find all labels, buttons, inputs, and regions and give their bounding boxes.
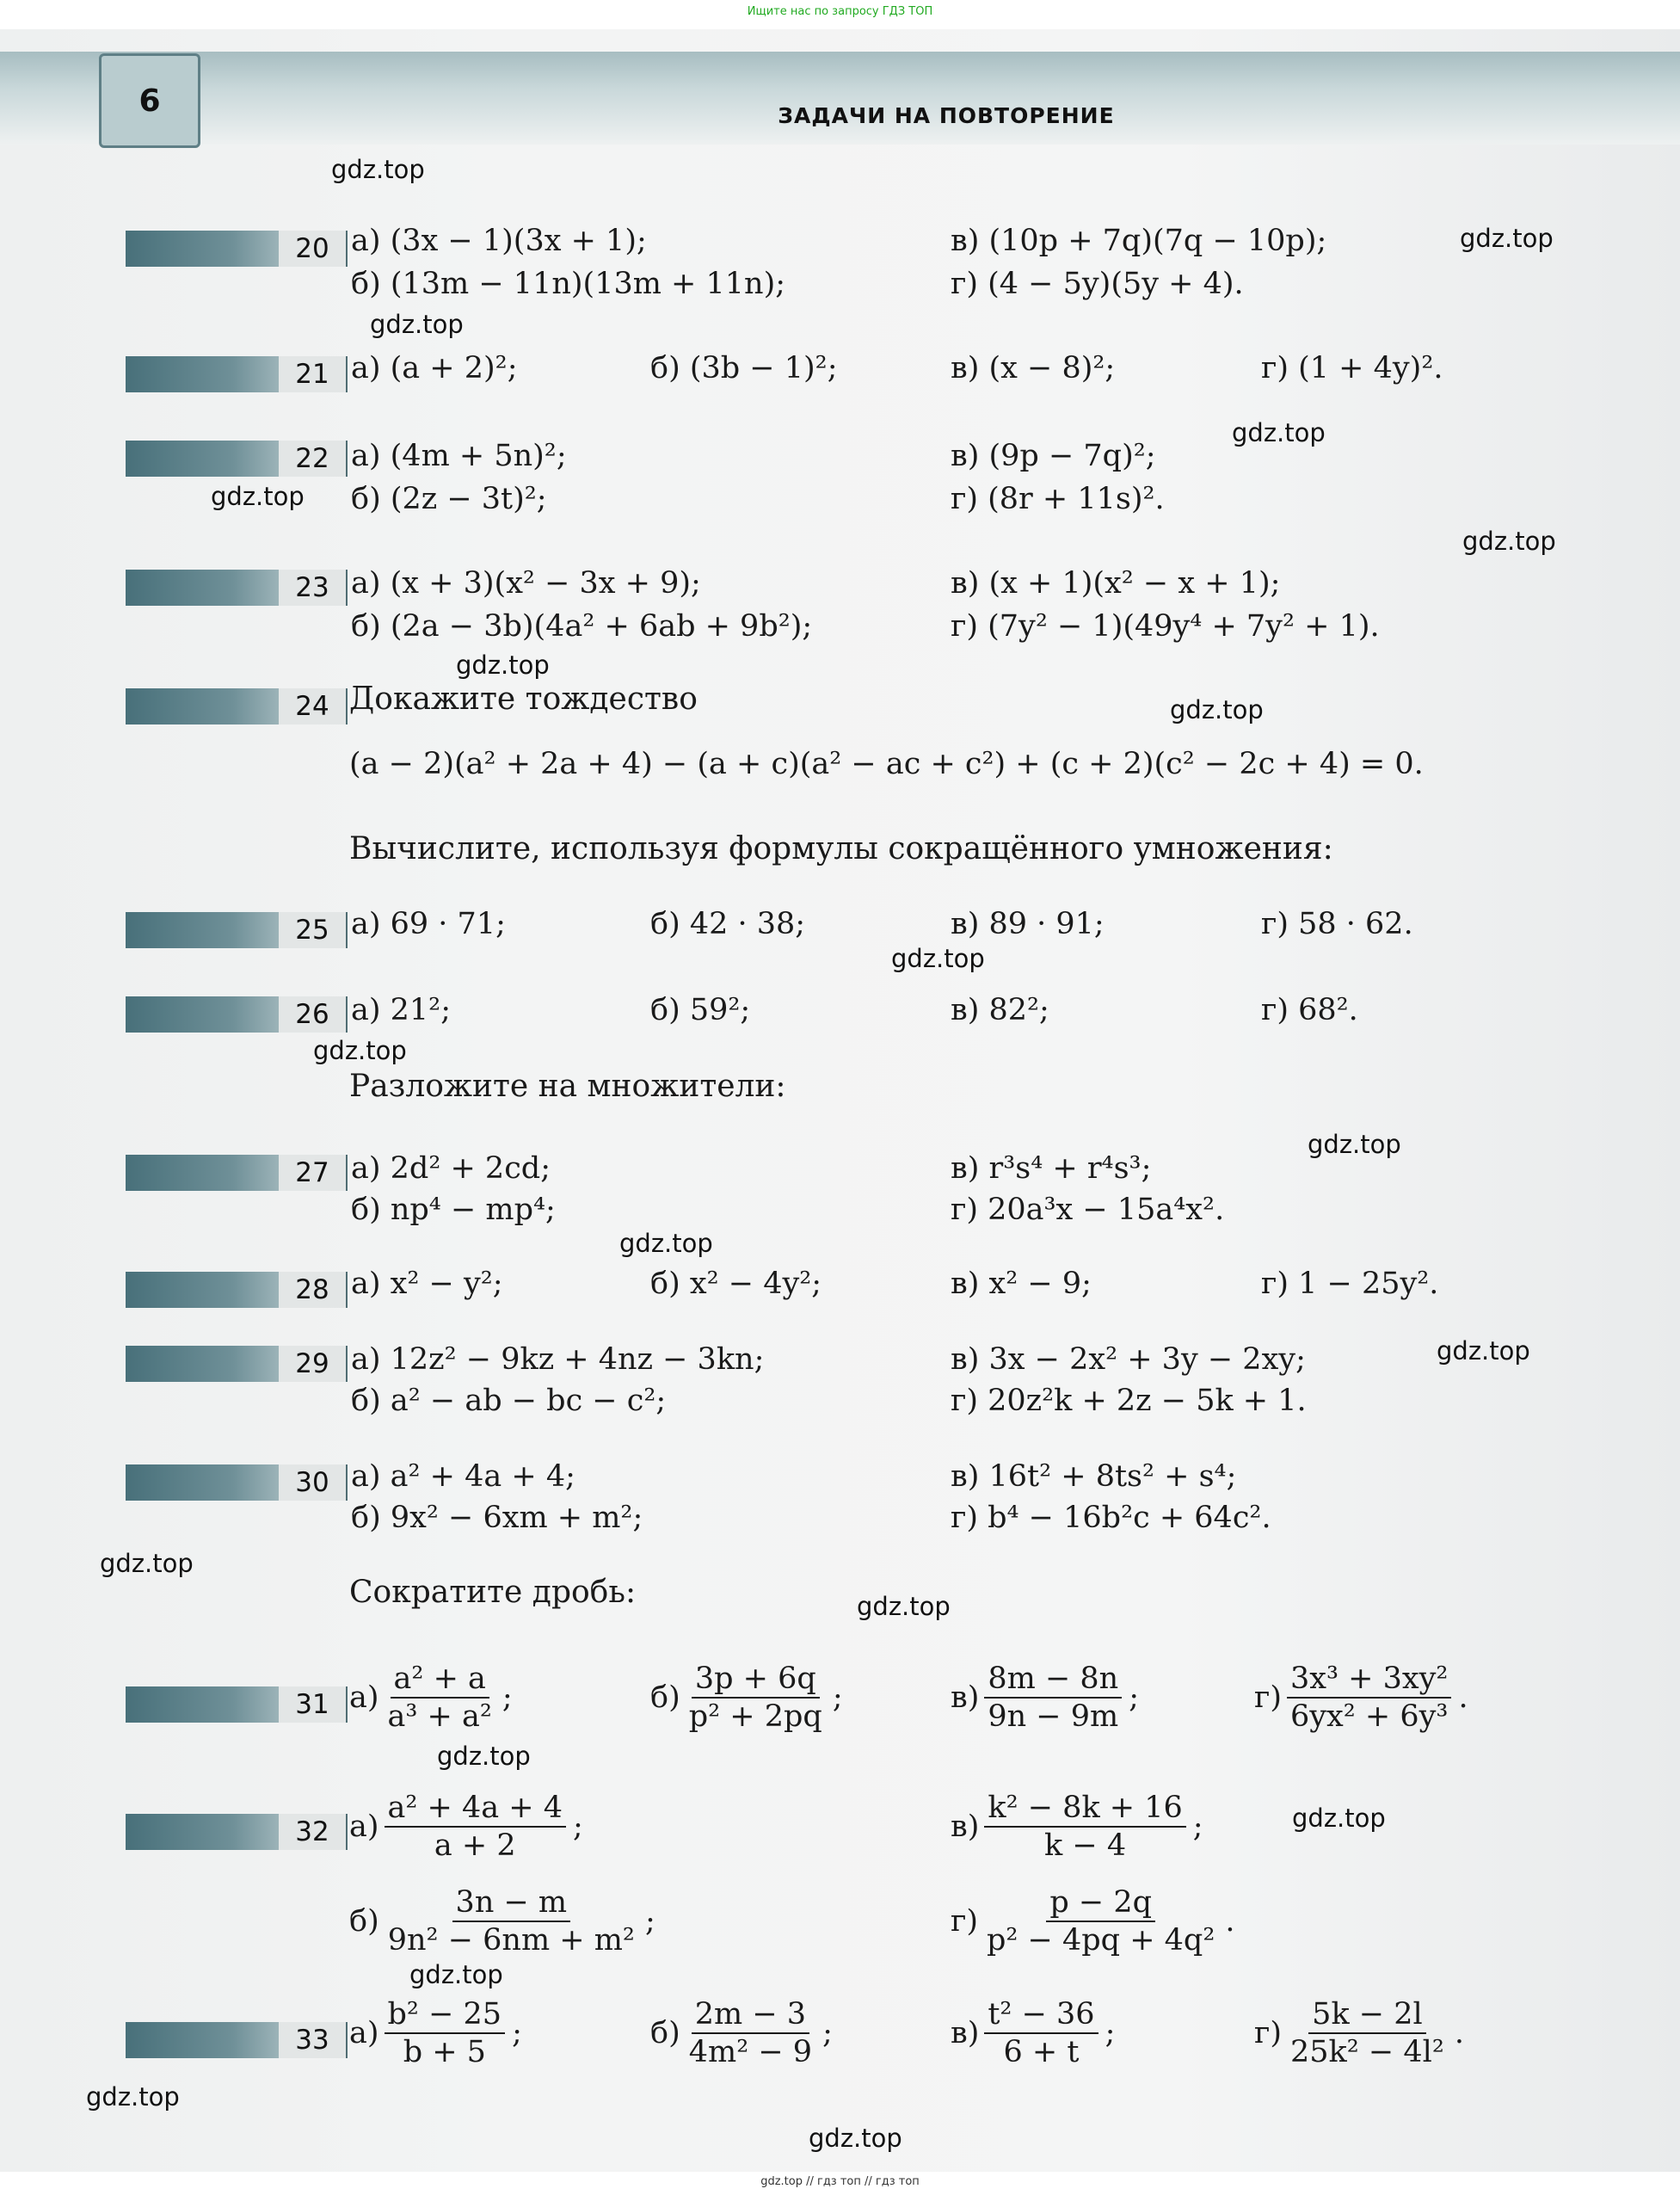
problem-21-v: в) (x − 8)²; [951, 351, 1116, 385]
fraction [984, 1661, 1122, 1735]
denominator: 25k² − 4l² [1290, 2035, 1444, 2069]
problem-23-b: б) (2a − 3b)(4a² + 6ab + 9b²); [351, 609, 813, 644]
problem-number-31: 31 [279, 1686, 348, 1723]
watermark: gdz.top [100, 1549, 194, 1578]
problem-26-v: в) 82²; [951, 993, 1049, 1027]
problem-bar [126, 1464, 279, 1501]
problem-26-g: г) 68². [1261, 993, 1358, 1027]
instruction-simplify: Сократите дробь: [349, 1575, 637, 1610]
fraction [385, 1661, 495, 1735]
problem-number-26: 26 [279, 996, 348, 1033]
page-number: 6 [99, 53, 200, 148]
denominator: 6 + t [1003, 2035, 1080, 2069]
watermark: gdz.top [1170, 695, 1264, 724]
watermark: gdz.top [437, 1742, 531, 1771]
watermark: gdz.top [370, 310, 464, 339]
problem-29-v: в) 3x − 2x² + 3y − 2xy; [951, 1342, 1306, 1377]
problem-30-v: в) 16t² + 8ts² + s⁴; [951, 1459, 1237, 1494]
watermark: gdz.top [409, 1960, 503, 1989]
problem-bar [126, 1814, 279, 1850]
problem-bar [126, 1346, 279, 1382]
problem-32-v [951, 1790, 1203, 1864]
fraction [984, 1790, 1185, 1864]
instruction-prove-identity: Докажите тождество [349, 681, 698, 717]
problem-25-v: в) 89 · 91; [951, 907, 1105, 941]
denominator: 9n² − 6nm + m² [387, 1923, 635, 1958]
problem-33-a [349, 1996, 522, 2070]
numerator: b² − 25 [385, 1996, 506, 2034]
problem-number-20: 20 [279, 231, 348, 267]
numerator: 3p + 6q [692, 1661, 820, 1699]
item-label: в) [951, 1680, 980, 1715]
punct: . [1454, 2016, 1464, 2050]
problem-22-g: г) (8r + 11s)². [951, 482, 1165, 516]
item-label: б) [650, 1680, 680, 1715]
problem-24-identity: (a − 2)(a² + 2a + 4) − (a + c)(a² − ac + c²) + (c + 2)(c² − 2c + 4) = 0. [349, 747, 1424, 781]
watermark: gdz.top [1462, 527, 1556, 556]
problem-27-a: а) 2d² + 2cd; [351, 1151, 551, 1186]
watermark: gdz.top [1460, 224, 1554, 253]
problem-22-b: б) (2z − 3t)²; [351, 482, 547, 516]
problem-bar [126, 912, 279, 948]
denominator: p² + 2pq [688, 1699, 822, 1734]
watermark: gdz.top [1292, 1803, 1386, 1833]
watermark: gdz.top [857, 1592, 951, 1621]
problem-32-a [349, 1790, 583, 1864]
problem-25-b: б) 42 · 38; [650, 907, 806, 941]
problem-29-b: б) a² − ab − bc − c²; [351, 1384, 667, 1418]
problem-30-b: б) 9x² − 6xm + m²; [351, 1501, 643, 1535]
problem-bar [126, 231, 279, 267]
denominator: 6yx² + 6y³ [1290, 1699, 1449, 1734]
problem-number-33: 33 [279, 2022, 348, 2058]
problem-29-g: г) 20z²k + 2z − 5k + 1. [951, 1384, 1307, 1418]
numerator: 8m − 8n [984, 1661, 1122, 1699]
problem-29-a: а) 12z² − 9kz + 4nz − 3kn; [351, 1342, 765, 1377]
watermark: gdz.top [1308, 1130, 1401, 1159]
denominator: b + 5 [403, 2035, 486, 2069]
problem-28-b: б) x² − 4y²; [650, 1267, 822, 1301]
problem-32-g [951, 1884, 1235, 1958]
punct: ; [1192, 1810, 1203, 1844]
problem-bar [126, 1686, 279, 1723]
problem-number-21: 21 [279, 356, 348, 392]
problem-23-g: г) (7y² − 1)(49y⁴ + 7y² + 1). [951, 609, 1380, 644]
problem-20-b: б) (13m − 11n)(13m + 11n); [351, 267, 786, 301]
problem-bar [126, 356, 279, 392]
item-label: а) [349, 1810, 379, 1844]
problem-bar [126, 570, 279, 606]
problem-31-g [1254, 1661, 1468, 1735]
watermark: gdz.top [456, 650, 550, 680]
punct: . [1225, 1904, 1235, 1939]
problem-32-b [349, 1884, 655, 1958]
numerator: a² + a [391, 1661, 489, 1699]
top-search-note: Ищите нас по запросу ГДЗ ТОП [747, 5, 933, 18]
punct: ; [832, 1680, 843, 1715]
problem-27-b: б) np⁴ − mp⁴; [351, 1193, 556, 1227]
numerator: 3x³ + 3xy² [1287, 1661, 1451, 1699]
problem-31-b [650, 1661, 843, 1735]
problem-number-27: 27 [279, 1155, 348, 1191]
problem-bar [126, 1155, 279, 1191]
item-label: б) [349, 1904, 379, 1939]
problem-number-30: 30 [279, 1464, 348, 1501]
bottom-note: gdz.top // гдз топ // гдз топ [760, 2175, 920, 2188]
problem-number-24: 24 [279, 688, 348, 724]
problem-33-v [951, 1996, 1115, 2070]
problem-bar [126, 1272, 279, 1308]
fraction [1287, 1996, 1448, 2070]
problem-25-g: г) 58 · 62. [1261, 907, 1413, 941]
problem-33-g [1254, 1996, 1464, 2070]
punct: ; [1129, 1680, 1139, 1715]
watermark: gdz.top [331, 155, 425, 184]
fraction [984, 1996, 1098, 2070]
punct: ; [502, 1680, 513, 1715]
watermark: gdz.top [809, 2124, 902, 2153]
problem-28-g: г) 1 − 25y². [1261, 1267, 1439, 1301]
item-label: а) [349, 1680, 379, 1715]
problem-21-b: б) (3b − 1)²; [650, 351, 838, 385]
punct: ; [644, 1904, 655, 1939]
punct: ; [512, 2016, 522, 2050]
problem-bar [126, 441, 279, 477]
numerator: 2m − 3 [692, 1996, 809, 2034]
problem-33-b [650, 1996, 833, 2070]
fraction [686, 1996, 815, 2070]
item-label: в) [951, 2016, 980, 2050]
item-label: б) [650, 2016, 680, 2050]
problem-30-a: а) a² + 4a + 4; [351, 1459, 575, 1494]
problem-20-a: а) (3x − 1)(3x + 1); [351, 224, 647, 258]
punct: ; [822, 2016, 833, 2050]
problem-number-22: 22 [279, 441, 348, 477]
watermark: gdz.top [313, 1036, 407, 1065]
item-label: г) [1254, 1680, 1282, 1715]
problem-number-25: 25 [279, 912, 348, 948]
watermark: gdz.top [86, 2082, 180, 2112]
problem-22-v: в) (9p − 7q)²; [951, 439, 1156, 473]
problem-number-29: 29 [279, 1346, 348, 1382]
item-label: в) [951, 1810, 980, 1844]
fraction [385, 1790, 566, 1864]
watermark: gdz.top [1437, 1336, 1530, 1366]
problem-31-v [951, 1661, 1139, 1735]
problem-23-v: в) (x + 1)(x² − x + 1); [951, 566, 1281, 601]
fraction [1287, 1661, 1451, 1735]
problem-bar [126, 688, 279, 724]
numerator: p − 2q [1046, 1884, 1155, 1922]
watermark: gdz.top [619, 1229, 713, 1258]
instruction-compute: Вычислите, используя формулы сокращённого умножения: [349, 831, 1333, 866]
problem-23-a: а) (x + 3)(x² − 3x + 9); [351, 566, 701, 601]
problem-bar [126, 2022, 279, 2058]
fraction [686, 1661, 826, 1735]
fraction [385, 1884, 638, 1958]
fraction [983, 1884, 1218, 1958]
problem-number-32: 32 [279, 1814, 348, 1850]
problem-21-g: г) (1 + 4y)². [1261, 351, 1443, 385]
problem-20-v: в) (10p + 7q)(7q − 10p); [951, 224, 1327, 258]
item-label: а) [349, 2016, 379, 2050]
denominator: 4m² − 9 [688, 2035, 813, 2069]
denominator: p² − 4pq + 4q² [987, 1923, 1215, 1958]
punct: . [1458, 1680, 1468, 1715]
numerator: a² + 4a + 4 [385, 1790, 566, 1828]
punct: ; [1105, 2016, 1116, 2050]
denominator: k − 4 [1044, 1828, 1127, 1863]
problem-26-a: а) 21²; [351, 993, 452, 1027]
denominator: 9n − 9m [988, 1699, 1119, 1734]
problem-30-g: г) b⁴ − 16b²c + 64c². [951, 1501, 1271, 1535]
problem-number-28: 28 [279, 1272, 348, 1308]
header-band [0, 52, 1680, 145]
problem-25-a: а) 69 · 71; [351, 907, 506, 941]
problem-28-a: а) x² − y²; [351, 1267, 503, 1301]
fraction [385, 1996, 506, 2070]
problem-bar [126, 996, 279, 1033]
problem-27-g: г) 20a³x − 15a⁴x². [951, 1193, 1225, 1227]
problem-27-v: в) r³s⁴ + r⁴s³; [951, 1151, 1152, 1186]
page-title: ЗАДАЧИ НА ПОВТОРЕНИЕ [778, 103, 1115, 128]
punct: ; [573, 1810, 583, 1844]
watermark: gdz.top [1232, 418, 1326, 447]
item-label: г) [1254, 2016, 1282, 2050]
problem-20-g: г) (4 − 5y)(5y + 4). [951, 267, 1244, 301]
problem-26-b: б) 59²; [650, 993, 751, 1027]
instruction-factor: Разложите на множители: [349, 1069, 786, 1104]
item-label: г) [951, 1904, 978, 1939]
numerator: 3n − m [452, 1884, 571, 1922]
denominator: a + 2 [434, 1828, 516, 1863]
denominator: a³ + a² [387, 1699, 492, 1734]
numerator: 5k − 2l [1308, 1996, 1426, 2034]
watermark: gdz.top [891, 944, 985, 973]
numerator: t² − 36 [984, 1996, 1098, 2034]
problem-22-a: а) (4m + 5n)²; [351, 439, 567, 473]
problem-31-a [349, 1661, 513, 1735]
problem-21-a: а) (a + 2)²; [351, 351, 518, 385]
problem-28-v: в) x² − 9; [951, 1267, 1092, 1301]
problem-number-23: 23 [279, 570, 348, 606]
watermark: gdz.top [211, 482, 305, 511]
numerator: k² − 8k + 16 [984, 1790, 1185, 1828]
